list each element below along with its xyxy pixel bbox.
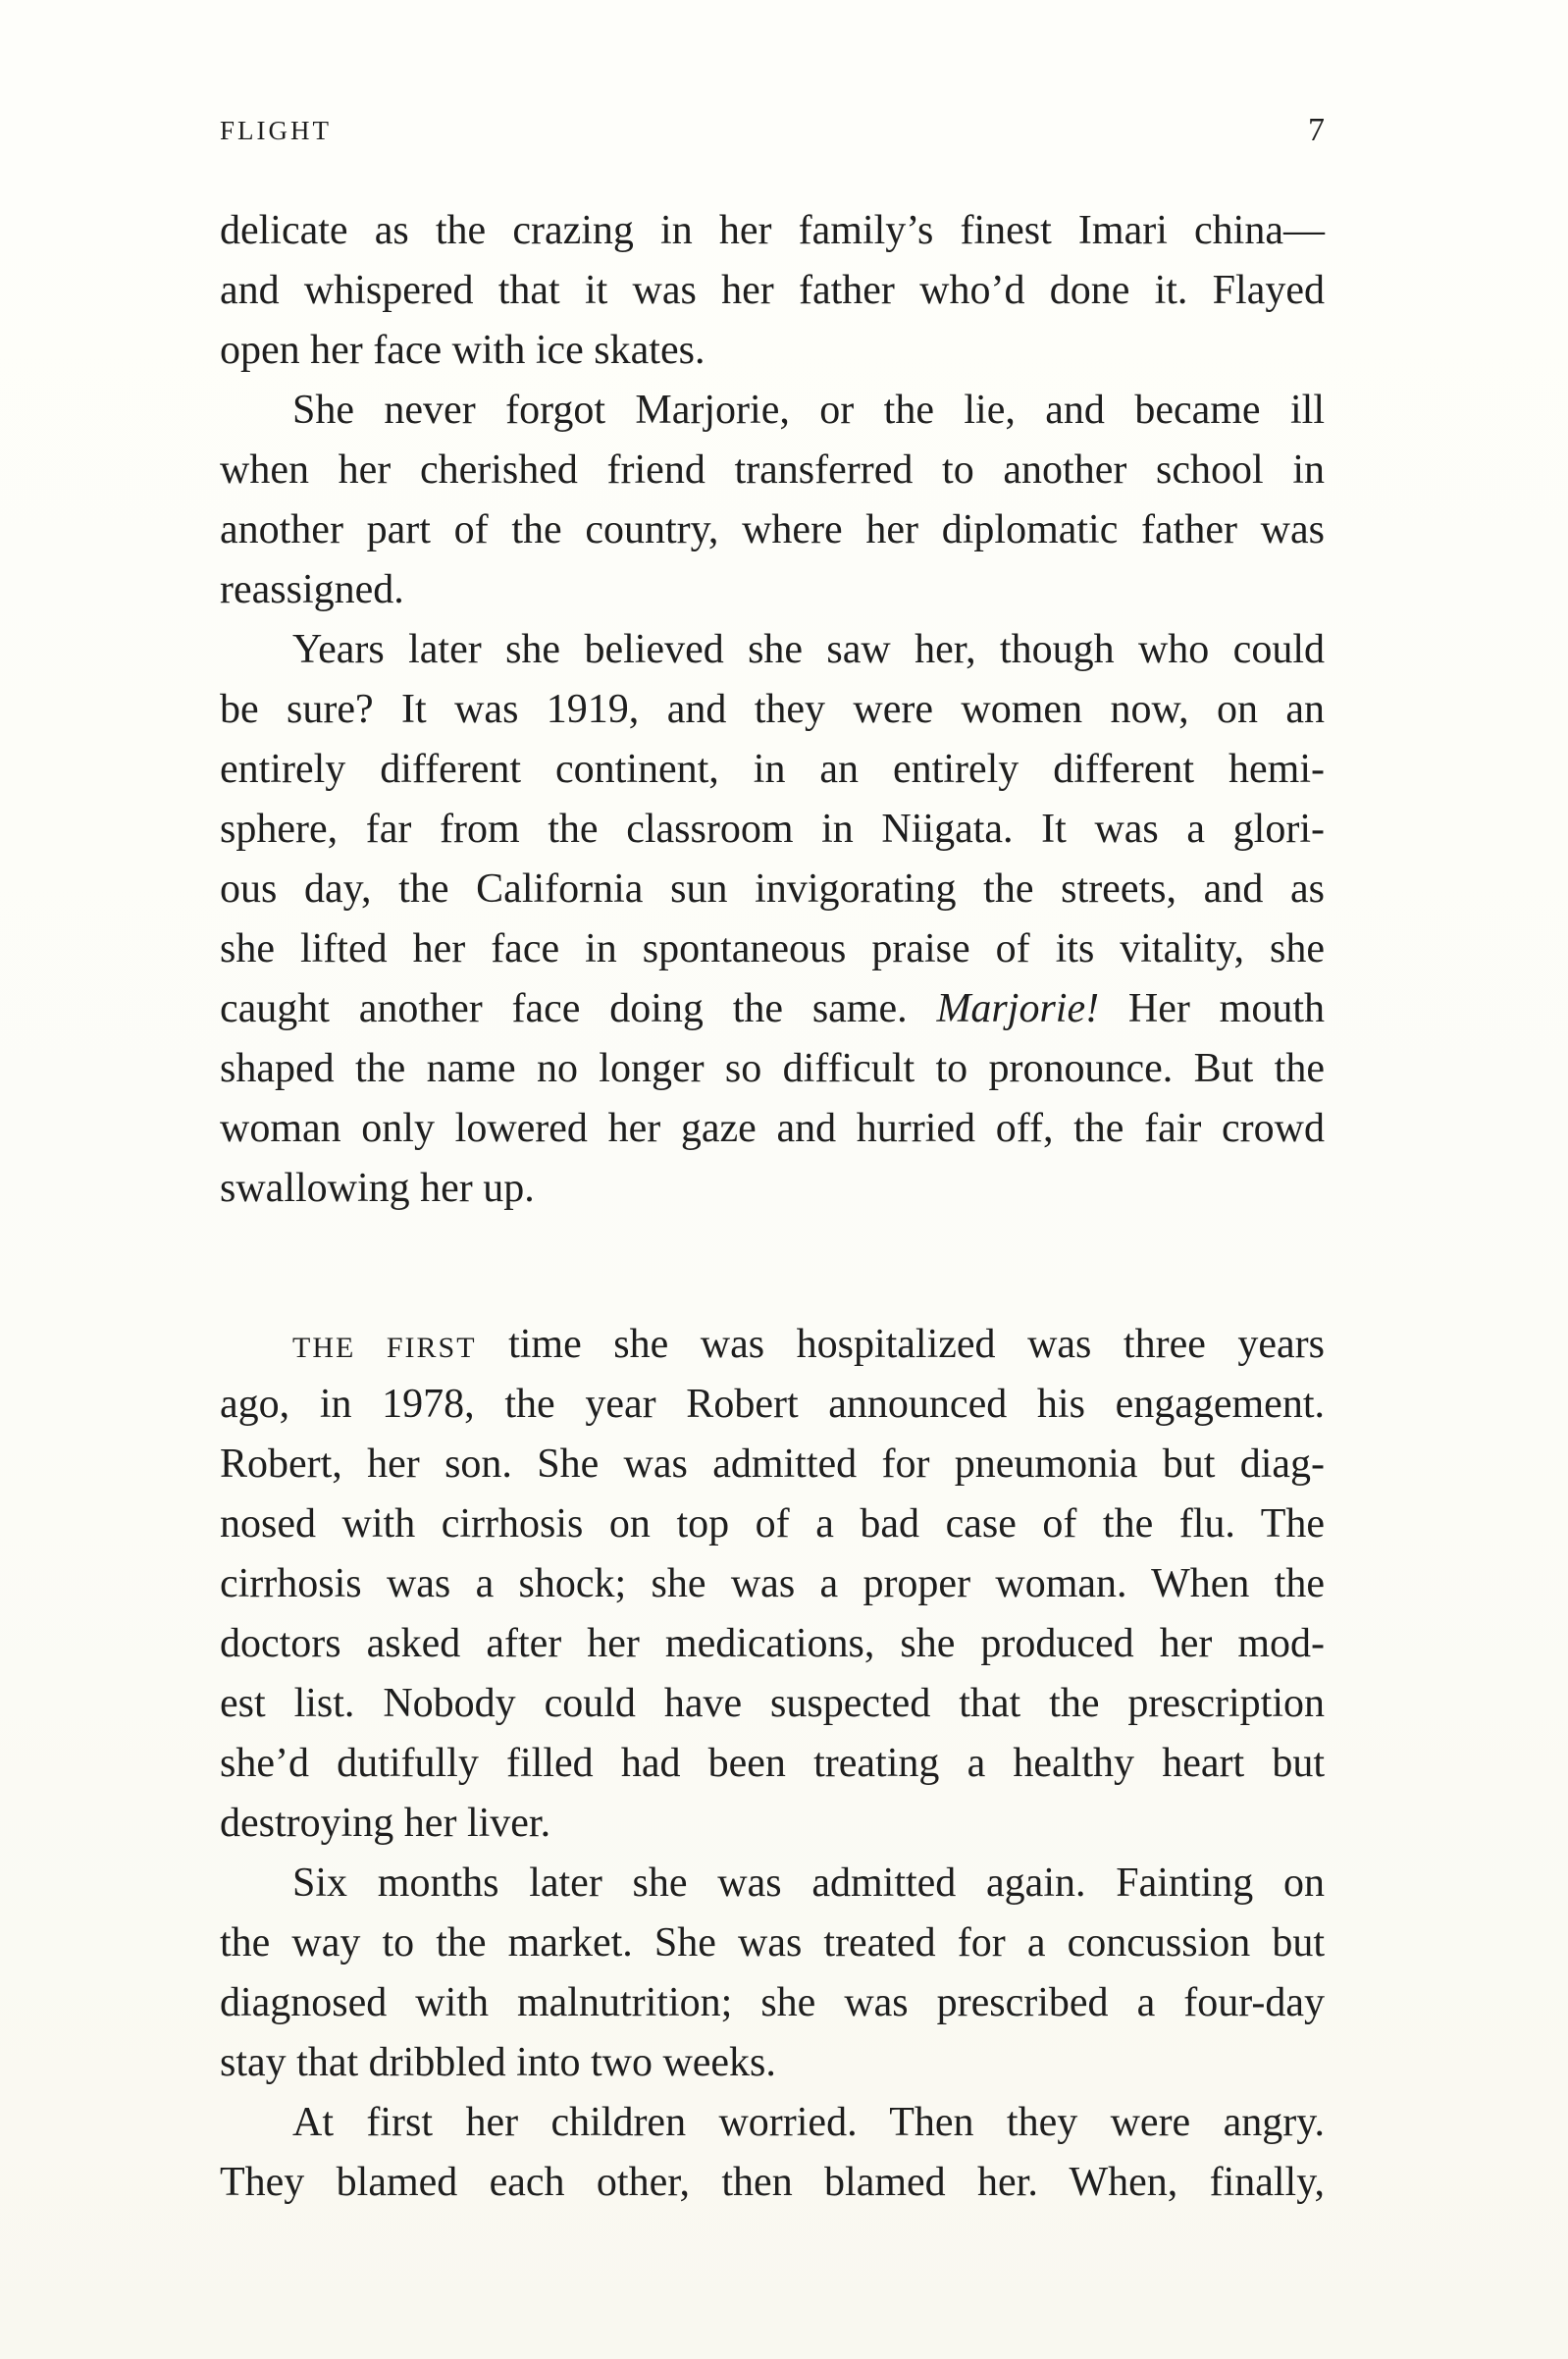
text-line: [220, 1315, 1325, 1375]
text-line: another part of the country, where her diplomatic father was: [220, 507, 1325, 552]
text-line: cirrhosis was a shock; she was a proper woman. When the: [220, 1561, 1325, 1606]
text-line: destroying her liver.: [220, 1801, 551, 1846]
text-line: the way to the market. She was treated for a concussion but: [220, 1920, 1325, 1966]
text-line: open her face with ice skates.: [220, 328, 706, 373]
text-line: she lifted her face in spontaneous praise of its vitality, she: [220, 926, 1325, 971]
text-line: entirely different continent, in an entirely different hemi-: [220, 747, 1325, 792]
text-line: when her cherished friend transferred to another school in: [220, 447, 1325, 493]
page-number: 7: [1308, 112, 1325, 148]
text-line: nosed with cirrhosis on top of a bad case of the flu. The: [220, 1501, 1325, 1546]
text-segment: time she was hospitalized was three years: [476, 1322, 1325, 1367]
text-line: reassigned.: [220, 567, 404, 612]
text-line: shaped the name no longer so difficult to pronounce. But the: [220, 1046, 1325, 1091]
emphasized-name: Marjorie!: [936, 986, 1100, 1031]
section-break: [220, 1219, 1325, 1315]
text-line: [220, 979, 1325, 1039]
text-line: she’d dutifully filled had been treating a healthy heart but: [220, 1741, 1325, 1786]
text-line: diagnosed with malnutrition; she was prescribed a four-day: [220, 1980, 1325, 2025]
text-line: be sure? It was 1919, and they were women now, on an: [220, 687, 1325, 732]
text-line: Years later she believed she saw her, though who could: [292, 627, 1325, 672]
text-line: est list. Nobody could have suspected that the prescription: [220, 1681, 1325, 1726]
text-line: doctors asked after her medications, she produced her mod-: [220, 1621, 1325, 1666]
text-line: ous day, the California sun invigorating the streets, and as: [220, 866, 1325, 912]
body-text: [220, 201, 1325, 2213]
text-line: She never forgot Marjorie, or the lie, and became ill: [292, 388, 1325, 433]
running-title: FLIGHT: [220, 116, 332, 145]
text-line: At first her children worried. Then they were angry.: [292, 2100, 1325, 2145]
text-line: sphere, far from the classroom in Niigata. It was a glori-: [220, 807, 1325, 852]
text-line: and whispered that it was her father who’d done it. Flayed: [220, 268, 1325, 313]
text-line: Robert, her son. She was admitted for pneumonia but diag-: [220, 1442, 1325, 1487]
text-line: Six months later she was admitted again. Fainting on: [292, 1861, 1325, 1906]
text-line: They blamed each other, then blamed her. When, finally,: [220, 2160, 1325, 2205]
text-line: stay that dribbled into two weeks.: [220, 2040, 776, 2085]
running-header: [220, 106, 1325, 155]
text-line: woman only lowered her gaze and hurried off, the fair crowd: [220, 1106, 1325, 1151]
text-line: ago, in 1978, the year Robert announced his engagement.: [220, 1382, 1325, 1427]
text-line: delicate as the crazing in her family’s finest Imari china—: [220, 208, 1325, 253]
text-segment: Her mouth: [1099, 986, 1326, 1031]
small-caps-lead-in: THE FIRST: [292, 1332, 477, 1364]
text-segment: caught another face doing the same.: [220, 986, 937, 1031]
text-line: swallowing her up.: [220, 1166, 535, 1211]
